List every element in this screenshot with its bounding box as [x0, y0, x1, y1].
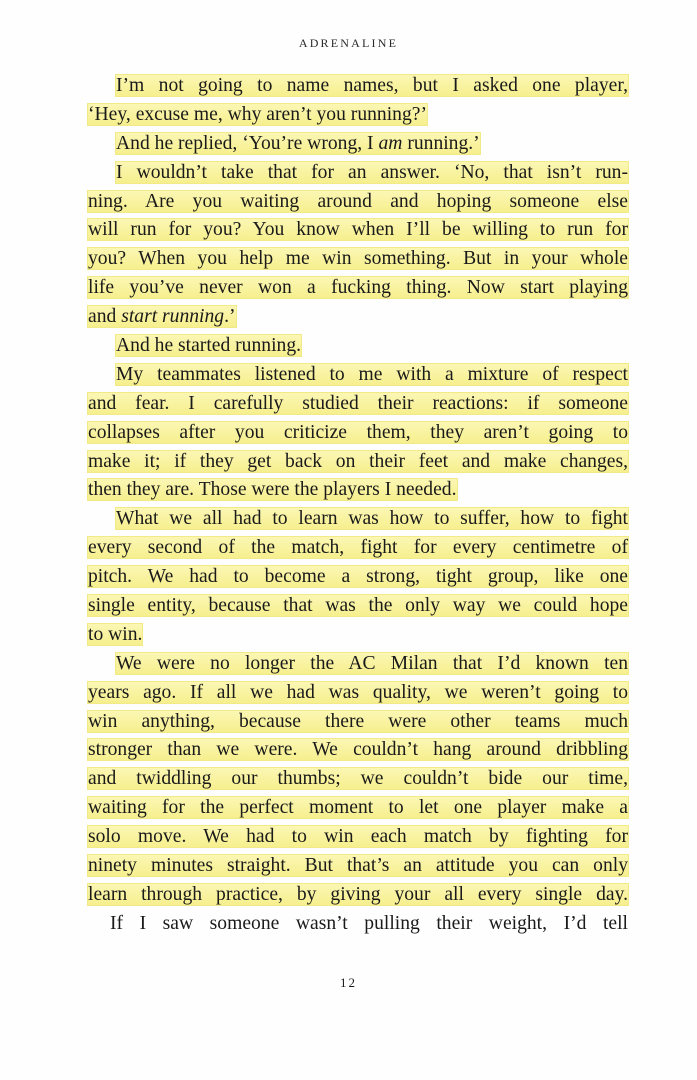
- highlighted-text: I wouldn’t take that for an answer. ‘No, that isn’t run-: [116, 161, 628, 183]
- highlighted-text: solo move. We had to win each match by fighting for: [88, 826, 628, 848]
- text-line: [88, 765, 628, 794]
- highlighted-text: ninety minutes straight. But that’s an attitude you can only: [88, 855, 628, 877]
- highlighted-text: pitch. We had to become a strong, tight group, like one: [88, 566, 628, 588]
- text-line: [88, 794, 628, 823]
- emphasis-text: start running: [121, 306, 225, 328]
- highlighted-text: [88, 306, 236, 327]
- highlighted-text: We were no longer the AC Milan that I’d known ten: [116, 652, 628, 674]
- highlighted-text: and twiddling our thumbs; we couldn’t bide our time,: [88, 768, 628, 790]
- text-line: [88, 130, 628, 159]
- text-line: [88, 274, 628, 303]
- text-line: [88, 563, 628, 592]
- text-line: [88, 708, 628, 737]
- text-line: [88, 448, 628, 477]
- highlighted-text: I’m not going to name names, but I asked one player,: [116, 75, 628, 96]
- highlighted-text: win anything, because there were other teams much: [88, 710, 628, 732]
- text-line: [88, 621, 628, 650]
- highlighted-text: ning. Are you waiting around and hoping someone else: [88, 190, 628, 212]
- text-line: [88, 72, 628, 101]
- text-line: [88, 303, 628, 332]
- running-head: ADRENALINE: [298, 36, 399, 50]
- highlighted-text: you? When you help me win something. But in your whole: [88, 248, 628, 270]
- page-number: 12: [340, 975, 357, 990]
- highlighted-text: life you’ve never won a fucking thing. Now start playing: [88, 277, 628, 299]
- text-line: [88, 101, 628, 130]
- highlighted-text: collapses after you criticize them, they aren’t going to: [88, 421, 628, 443]
- text-line: [88, 188, 628, 217]
- highlighted-text: make it; if they get back on their feet and make changes,: [88, 450, 628, 472]
- highlighted-text: learn through practice, by giving your all every single day.: [88, 883, 628, 905]
- text-line: [88, 736, 628, 765]
- text-line: [88, 852, 628, 881]
- highlighted-text: years ago. If all we had was quality, we weren’t going to: [88, 681, 628, 703]
- text-segment: running.’: [402, 132, 480, 154]
- text-line: [88, 419, 628, 448]
- highlighted-text: What we all had to learn was how to suffer, how to fight: [116, 508, 628, 530]
- text-line: [88, 505, 628, 534]
- text-line: [88, 881, 628, 910]
- emphasis-text: am: [378, 132, 403, 154]
- body-text: [88, 72, 628, 939]
- highlighted-text: My teammates listened to me with a mixture of respect: [116, 363, 628, 385]
- text-line: [88, 390, 628, 419]
- text-line: [88, 159, 628, 188]
- highlighted-text: will run for you? You know when I’ll be willing to run for: [88, 219, 628, 241]
- highlighted-text: every second of the match, fight for every centimetre of: [88, 537, 628, 559]
- text-segment: .’: [224, 306, 236, 328]
- highlighted-text: then they are. Those were the players I needed.: [88, 479, 457, 501]
- highlighted-text: [116, 133, 480, 154]
- highlighted-text: single entity, because that was the only way we could hope: [88, 595, 628, 617]
- text-line: [88, 245, 628, 274]
- highlighted-text: and fear. I carefully studied their reactions: if someone: [88, 392, 628, 414]
- text-line: [88, 332, 628, 361]
- text-line: [88, 650, 628, 679]
- text-line: [88, 216, 628, 245]
- text-segment: And he replied, ‘You’re wrong, I: [116, 132, 379, 154]
- highlighted-text: to win.: [88, 623, 143, 645]
- text-line: [88, 679, 628, 708]
- plain-text: If I saw someone wasn’t pulling their weight, I’d tell: [110, 912, 628, 934]
- text-line: [88, 823, 628, 852]
- text-line: [88, 910, 628, 939]
- text-line: [88, 361, 628, 390]
- highlighted-text: And he started running.: [116, 335, 302, 357]
- text-line: [88, 476, 628, 505]
- text-line: [88, 592, 628, 621]
- highlighted-text: stronger than we were. We couldn’t hang around dribbling: [88, 739, 628, 761]
- highlighted-text: ‘Hey, excuse me, why aren’t you running?’: [88, 103, 427, 125]
- highlighted-text: waiting for the perfect moment to let one player make a: [88, 797, 628, 819]
- text-line: [88, 534, 628, 563]
- text-segment: and: [88, 306, 122, 328]
